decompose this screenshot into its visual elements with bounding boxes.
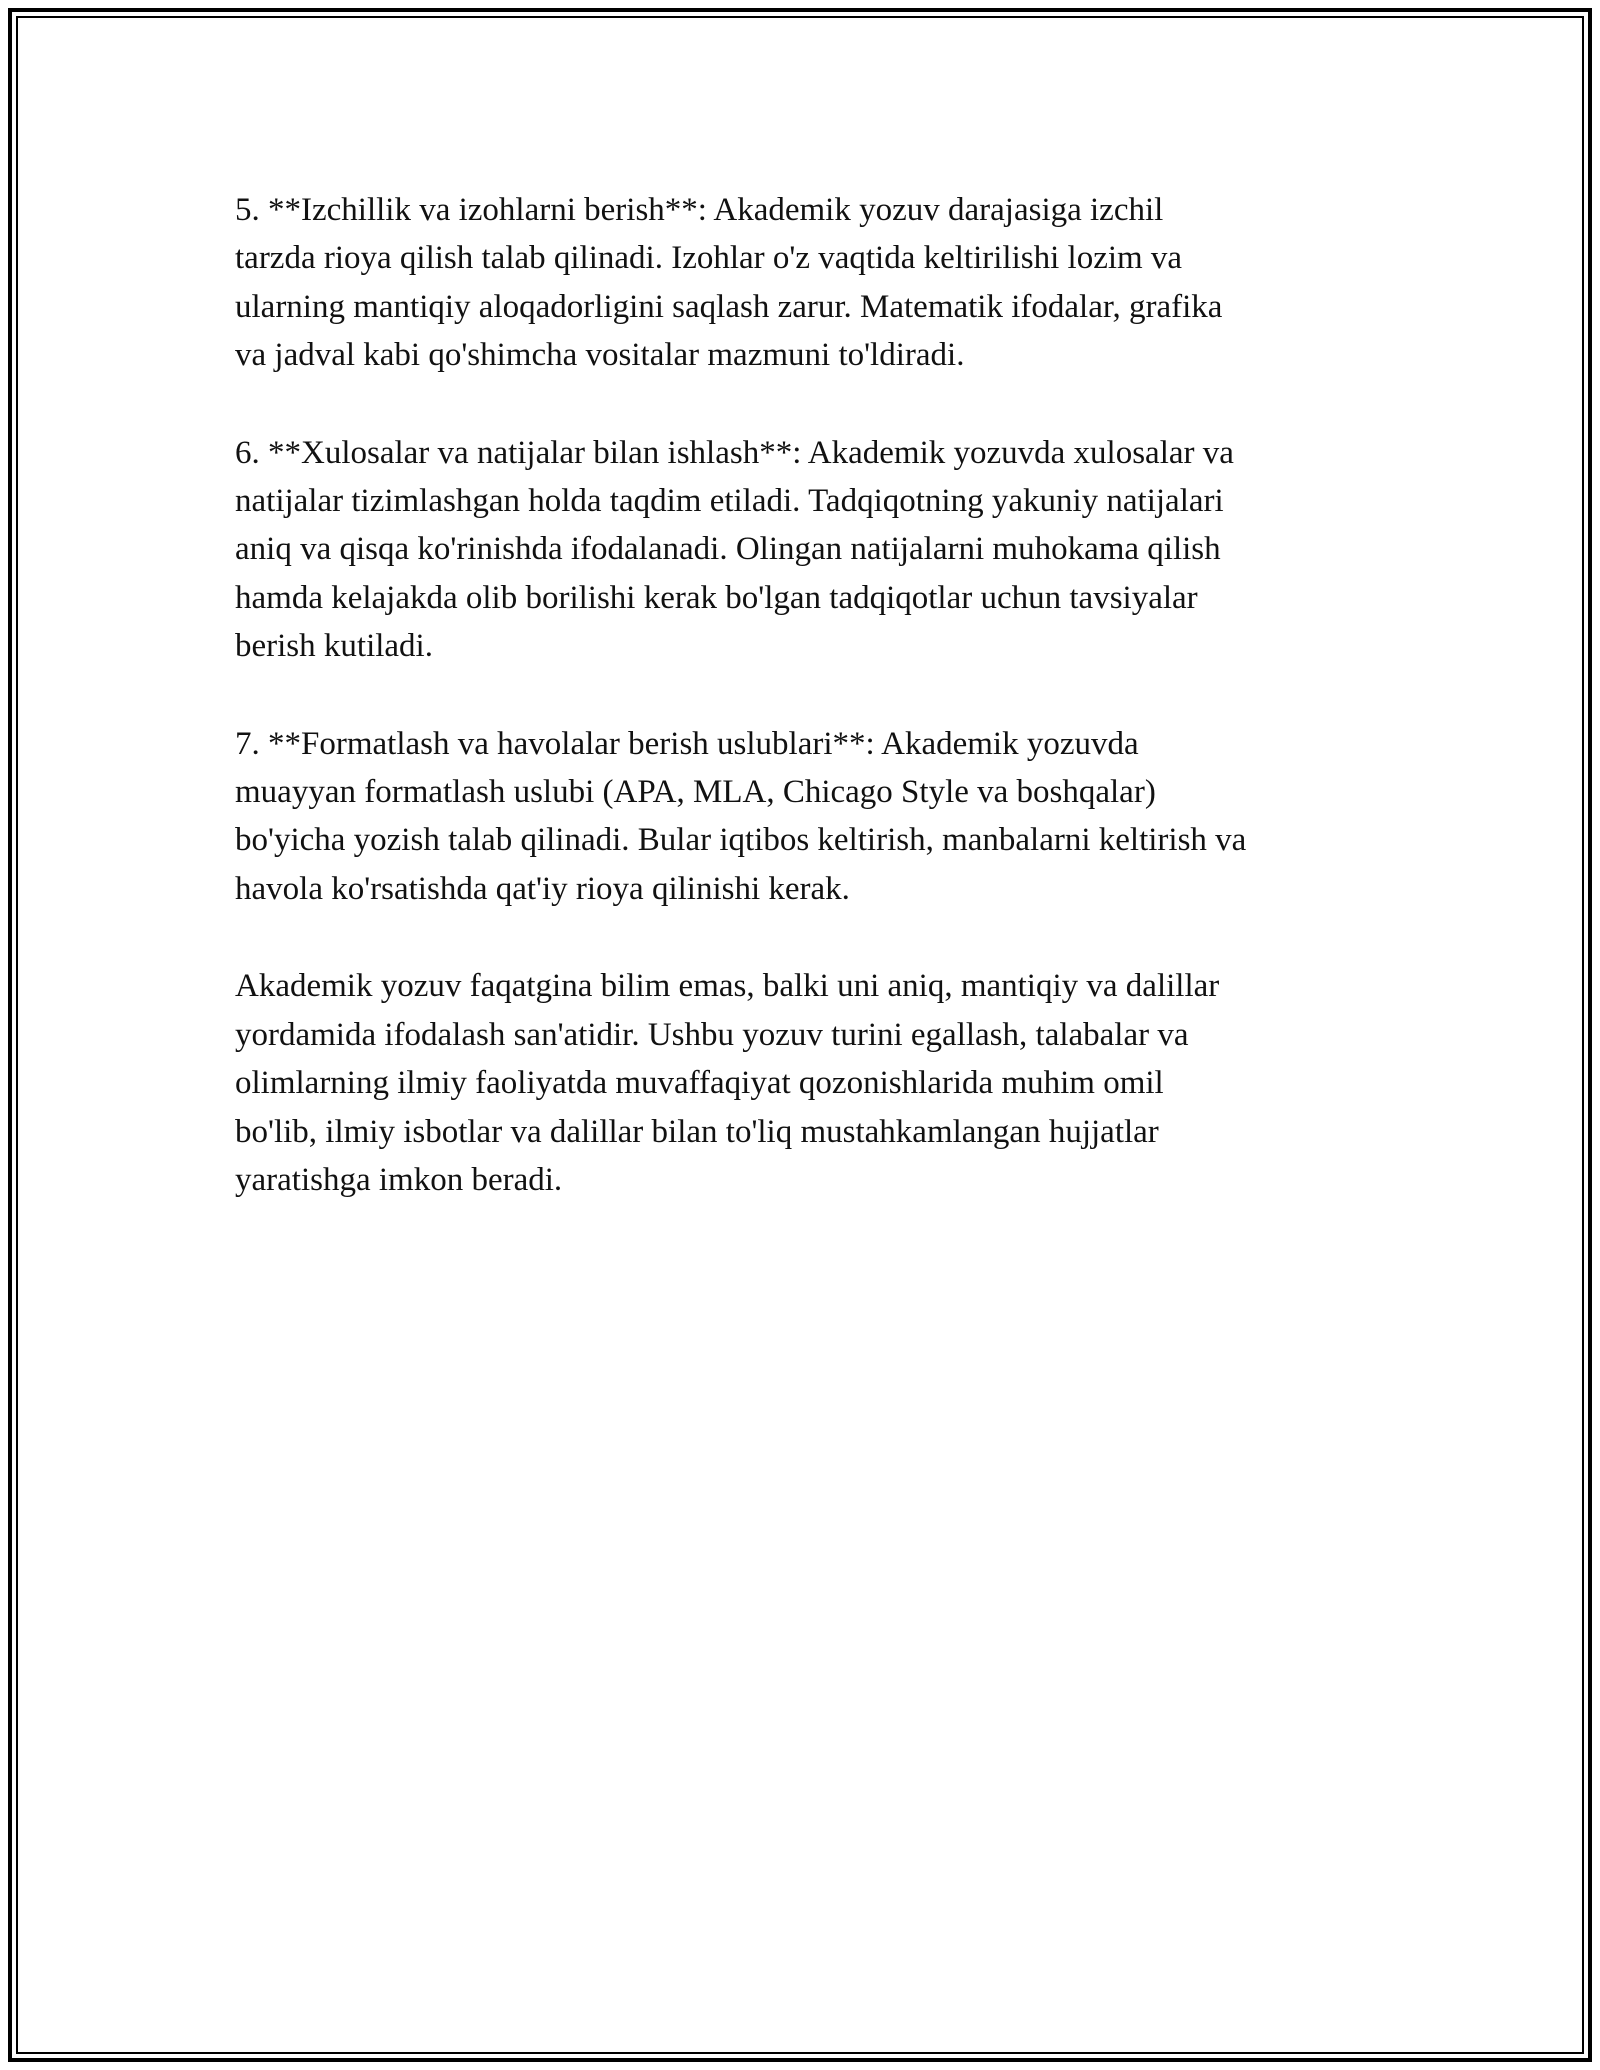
text-line: aniq va qisqa ko'rinishda ifodalanadi. Olingan natijalarni muhokama qilish <box>235 531 1221 568</box>
text-line: ularning mantiqiy aloqadorligini saqlash zarur. Matematik ifodalar, grafika <box>235 288 1223 325</box>
text-line: havola ko'rsatishda qat'iy rioya qilinishi kerak. <box>235 870 850 907</box>
document-body <box>235 186 1385 1253</box>
text-line: va jadval kabi qo'shimcha vositalar mazmuni to'ldiradi. <box>235 337 965 374</box>
text-line: hamda kelajakda olib borilishi kerak bo'lgan tadqiqotlar uchun tavsiyalar <box>235 579 1198 616</box>
text-line: muayyan formatlash uslubi (APA, MLA, Chicago Style va boshqalar) <box>235 774 1156 811</box>
text-line: bo'lib, ilmiy isbotlar va dalillar bilan to'liq mustahkamlangan hujjatlar <box>235 1113 1159 1150</box>
paragraph-item-5 <box>235 186 1385 380</box>
text-line: natijalar tizimlashgan holda taqdim etiladi. Tadqiqotning yakuniy natijalari <box>235 483 1224 520</box>
text-line: bo'yicha yozish talab qilinadi. Bular iqtibos keltirish, manbalarni keltirish va <box>235 822 1247 859</box>
text-line: 5. **Izchillik va izohlarni berish**: Akademik yozuv darajasiga izchil <box>235 192 1164 228</box>
text-line: yaratishga imkon beradi. <box>235 1161 563 1198</box>
paragraph-conclusion <box>235 962 1385 1204</box>
text-line: tarzda rioya qilish talab qilinadi. Izohlar o'z vaqtida keltirilishi lozim va <box>235 240 1183 277</box>
paragraph-item-7 <box>235 720 1385 914</box>
text-line: 7. **Formatlash va havolalar berish uslublari**: Akademik yozuvda <box>235 725 1139 762</box>
text-line: yordamida ifodalash san'atidir. Ushbu yozuv turini egallash, talabalar va <box>235 1016 1189 1053</box>
text-line: Akademik yozuv faqatgina bilim emas, balki uni aniq, mantiqiy va dalillar <box>235 968 1220 1005</box>
text-line: berish kutiladi. <box>235 628 433 665</box>
paragraph-item-6 <box>235 429 1385 671</box>
text-line: olimlarning ilmiy faoliyatda muvaffaqiyat qozonishlarida muhim omil <box>235 1065 1164 1102</box>
text-line: 6. **Xulosalar va natijalar bilan ishlash**: Akademik yozuvda xulosalar va <box>235 434 1234 471</box>
